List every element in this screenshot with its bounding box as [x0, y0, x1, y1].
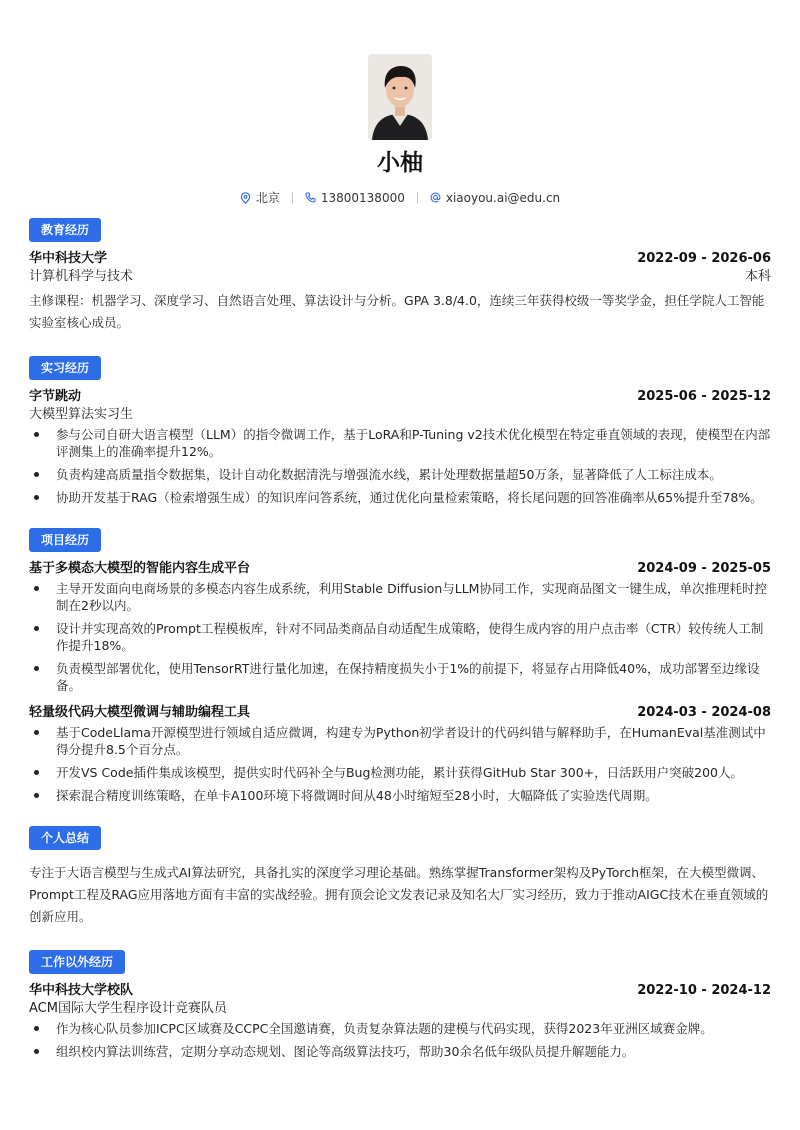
list-item: 基于CodeLlama开源模型进行领域自适应微调，构建专为Python初学者设计的代码纠错与解释助手，在HumanEval基准测试中得分提升8.5个百分点。: [29, 724, 771, 758]
list-item: 探索混合精度训练策略，在单卡A100环境下将微调时间从48小时缩短至28小时，大幅降低了实验迭代周期。: [29, 787, 771, 804]
project-item: [29, 560, 771, 694]
contact-email: [430, 191, 560, 205]
section-heading: 个人总结: [29, 826, 101, 850]
list-item: 负责模型部署优化，使用TensorRT进行量化加速，在保持精度损失小于1%的前提下，将显存占用降低40%，成功部署至边缘设备。: [29, 660, 771, 694]
school-name: 华中科技大学: [29, 251, 108, 266]
project-header-row: [29, 704, 771, 722]
degree: 本科: [744, 269, 771, 284]
contact-divider: [292, 192, 293, 204]
phone-text[interactable]: 13800138000: [320, 190, 405, 205]
profile-name: 小柚: [377, 150, 423, 176]
extra-header-row: [29, 982, 771, 1000]
phone-icon: [305, 192, 316, 203]
section-heading: 教育经历: [29, 218, 101, 242]
project-bullets: [29, 724, 771, 804]
education-sub-row: [29, 268, 771, 286]
project-date: 2024-03 - 2024-08: [637, 705, 771, 720]
section-heading: 项目经历: [29, 528, 101, 552]
company-name: 字节跳动: [29, 389, 82, 404]
contact-location: [240, 189, 280, 206]
location-icon: [240, 192, 251, 204]
contact-divider: [417, 192, 418, 204]
list-item: 协助开发基于RAG（检索增强生成）的知识库问答系统，通过优化向量检索策略，将长尾问题的回答准确率从65%提升至78%。: [29, 489, 771, 506]
section-heading: 实习经历: [29, 356, 101, 380]
list-item: 负责构建高质量指令数据集，设计自动化数据清洗与增强流水线，累计处理数据量超50万条，显著降低了人工标注成本。: [29, 466, 771, 483]
contact-bar: [0, 189, 800, 206]
section-education: [29, 218, 771, 334]
internship-sub-row: [29, 406, 771, 424]
section-internship: [29, 356, 771, 506]
resume-content: [29, 218, 771, 1082]
job-role: 大模型算法实习生: [29, 407, 134, 422]
project-title: 基于多模态大模型的智能内容生成平台: [29, 561, 251, 576]
list-item: 作为核心队员参加ICPC区域赛及CCPC全国邀请赛，负责复杂算法题的建模与代码实现，获得2023年亚洲区域赛金牌。: [29, 1020, 771, 1037]
education-header-row: [29, 250, 771, 268]
location-text: 北京: [255, 191, 280, 205]
project-date: 2024-09 - 2025-05: [637, 561, 771, 576]
extra-date: 2022-10 - 2024-12: [637, 983, 771, 998]
list-item: 组织校内算法训练营，定期分享动态规划、图论等高级算法技巧，帮助30余名低年级队员提升解题能力。: [29, 1043, 771, 1060]
avatar-icon: [368, 54, 432, 140]
email-text[interactable]: xiaoyou.ai@edu.cn: [445, 190, 561, 205]
resume-header: [0, 0, 800, 206]
internship-header-row: [29, 388, 771, 406]
profile-photo: [368, 54, 432, 140]
internship-date: 2025-06 - 2025-12: [637, 389, 771, 404]
extra-sub-row: [29, 1000, 771, 1018]
section-extra: [29, 950, 771, 1060]
education-description: 主修课程：机器学习、深度学习、自然语言处理、算法设计与分析。GPA 3.8/4.0，连续三年获得校级一等奖学金，担任学院人工智能实验室核心成员。: [29, 293, 765, 330]
internship-bullets: [29, 426, 771, 506]
list-item: 参与公司自研大语言模型（LLM）的指令微调工作，基于LoRA和P-Tuning v2技术优化模型在特定垂直领域的表现，使模型在内部评测集上的准确率提升12%。: [29, 426, 771, 460]
education-date: 2022-09 - 2026-06: [637, 251, 771, 266]
list-item: 开发VS Code插件集成该模型，提供实时代码补全与Bug检测功能，累计获得GitHub Star 300+，日活跃用户突破200人。: [29, 764, 771, 781]
major: 计算机科学与技术: [29, 269, 134, 284]
contact-phone: [305, 191, 405, 205]
section-projects: [29, 528, 771, 804]
section-heading: 工作以外经历: [29, 950, 125, 974]
extra-bullets: [29, 1020, 771, 1060]
email-icon: [430, 192, 441, 203]
project-item: [29, 704, 771, 804]
team-name: 华中科技大学校队: [29, 983, 134, 998]
project-bullets: [29, 580, 771, 694]
section-summary: [29, 826, 771, 928]
team-role: ACM国际大学生程序设计竞赛队员: [29, 1001, 227, 1016]
list-item: 主导开发面向电商场景的多模态内容生成系统，利用Stable Diffusion与LLM协同工作，实现商品图文一键生成，单次推理耗时控制在2秒以内。: [29, 580, 771, 614]
summary-text: 专注于大语言模型与生成式AI算法研究，具备扎实的深度学习理论基础。熟练掌握Transformer架构及PyTorch框架，在大模型微调、Prompt工程及RAG应用落地方面有丰富的实战经验。拥有顶会论文发表记录及知名大厂实习经历，致力于推动AIGC技术在垂直领域的创新应用。: [29, 865, 769, 924]
project-header-row: [29, 560, 771, 578]
list-item: 设计并实现高效的Prompt工程模板库，针对不同品类商品自动适配生成策略，使得生成内容的用户点击率（CTR）较传统人工制作提升18%。: [29, 620, 771, 654]
project-title: 轻量级代码大模型微调与辅助编程工具: [29, 705, 251, 720]
